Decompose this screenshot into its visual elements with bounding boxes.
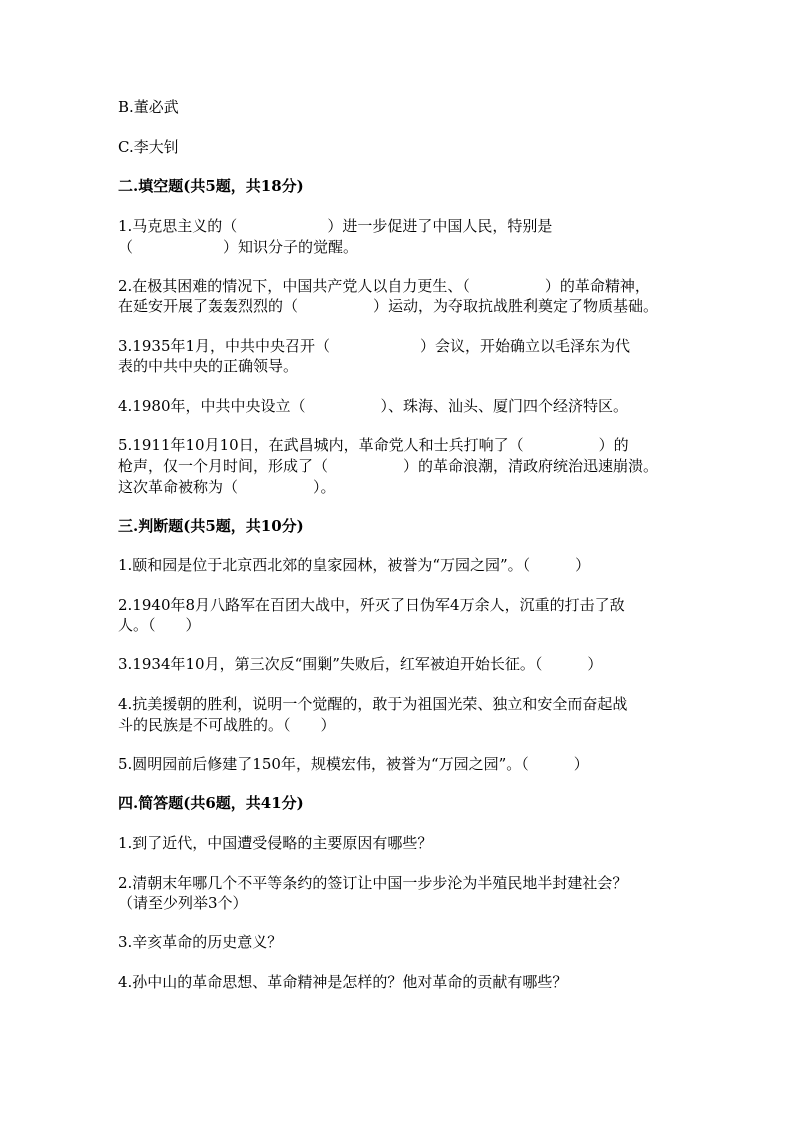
fill-question-5-line-1: 5.1911年10月10日，在武昌城内，革命党人和士兵打响了（ ）的: [118, 436, 629, 454]
option-b: B.董必武: [118, 98, 179, 116]
fill-question-2-line-2: 在延安开展了轰轰烈烈的（ ）运动，为夺取抗战胜利奠定了物质基础。: [118, 297, 659, 315]
section-heading-short-answer: 四.简答题(共6题，共41分): [118, 794, 304, 812]
judge-question-2-line-1: 2.1940年8月八路军在百团大战中，歼灭了日伪军4万余人，沉重的打击了敌: [118, 596, 625, 614]
fill-question-5-line-3: 这次革命被称为（ ）。: [118, 478, 336, 496]
fill-question-3-line-2: 表的中共中央的正确领导。: [118, 357, 299, 375]
fill-question-5-line-2: 枪声，仅一个月时间，形成了（ ）的革命浪潮，清政府统治迅速崩溃。: [118, 457, 659, 475]
section-heading-true-false: 三.判断题(共5题，共10分): [118, 517, 304, 535]
fill-question-1-line-1: 1.马克思主义的（ ）进一步促进了中国人民，特别是: [118, 217, 553, 235]
judge-question-1-line-1: 1.颐和园是位于北京西北郊的皇家园林，被誉为“万园之园”。（ ）: [118, 556, 591, 574]
option-c: C.李大钊: [118, 138, 179, 156]
judge-question-5-line-1: 5.圆明园前后修建了150年，规模宏伟，被誉为“万园之园”。（ ）: [118, 755, 589, 773]
short-question-2-line-1: 2.清朝末年哪几个不平等条约的签订让中国一步步沦为半殖民地半封建社会？: [118, 874, 628, 892]
fill-question-2-line-1: 2.在极其困难的情况下，中国共产党人以自力更生、（ ）的革命精神，: [118, 277, 650, 295]
short-question-1-line-1: 1.到了近代，中国遭受侵略的主要原因有哪些？: [118, 834, 433, 852]
short-question-4-line-1: 4.孙中山的革命思想、革命精神是怎样的？他对革命的贡献有哪些？: [118, 973, 568, 991]
fill-question-1-line-2: （ ）知识分子的觉醒。: [118, 238, 359, 256]
section-heading-fill-in: 二.填空题(共5题，共18分): [118, 177, 304, 195]
fill-question-3-line-1: 3.1935年1月，中共中央召开（ ）会议，开始确立以毛泽东为代: [118, 337, 631, 355]
judge-question-2-line-2: 人。（ ）: [118, 616, 201, 634]
judge-question-4-line-2: 斗的民族是不可战胜的。（ ）: [118, 716, 336, 734]
short-question-3-line-1: 3.辛亥革命的历史意义？: [118, 933, 283, 951]
judge-question-3-line-1: 3.1934年10月，第三次反“围剿”失败后，红军被迫开始长征。（ ）: [118, 655, 603, 673]
fill-question-4-line-1: 4.1980年，中共中央设立（ ）、珠海、汕头、厦门四个经济特区。: [118, 397, 628, 415]
short-question-2-line-2: （请至少列举3个）: [118, 894, 248, 912]
judge-question-4-line-1: 4.抗美援朝的胜利，说明一个觉醒的，敢于为祖国光荣、独立和安全而奋起战: [118, 695, 628, 713]
